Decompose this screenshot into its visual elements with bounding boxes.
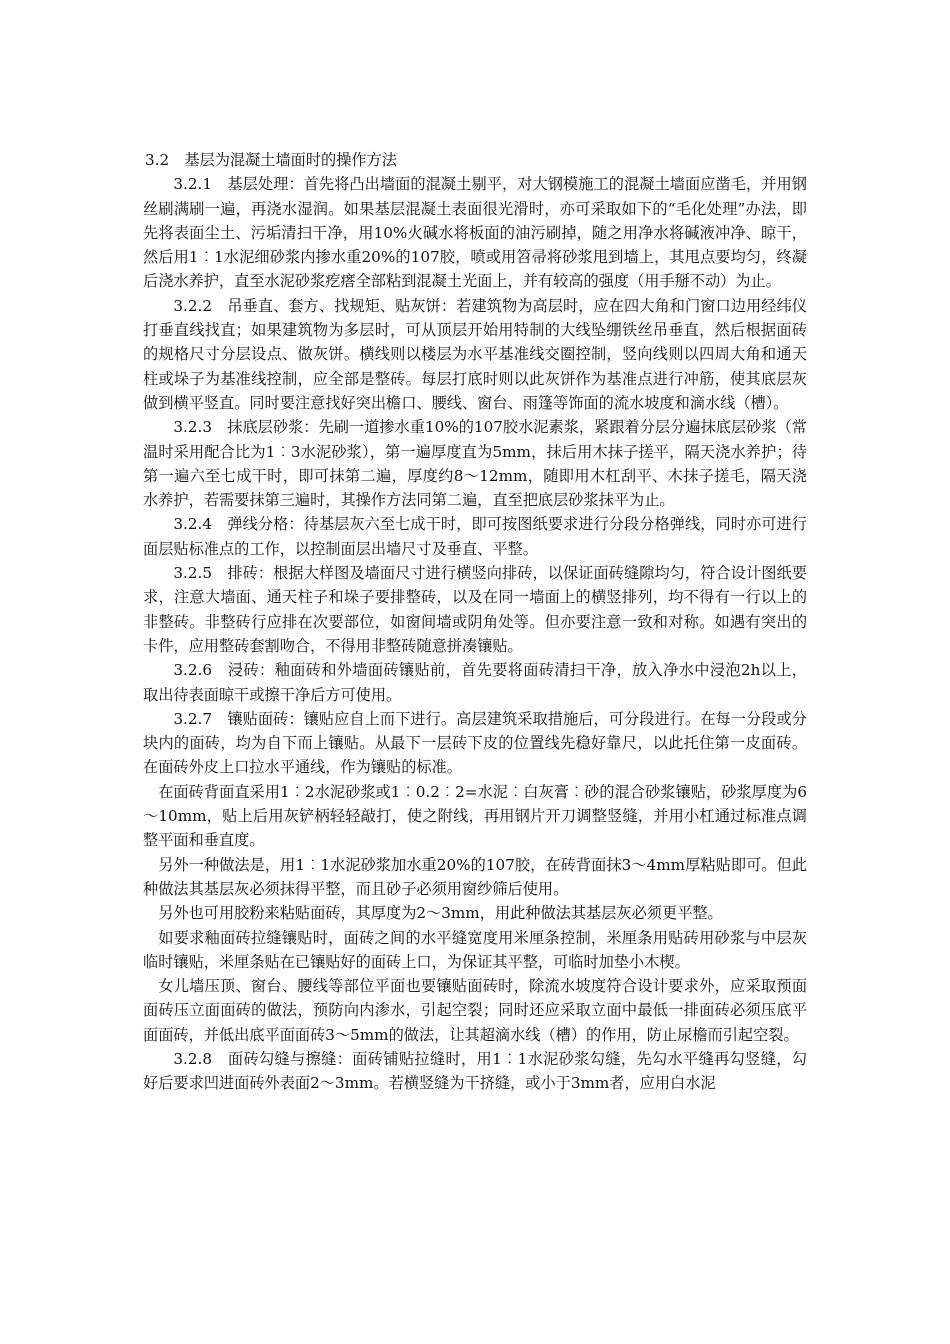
paragraph-3-2-6: 3.2.6 浸砖：釉面砖和外墙面砖镶贴前，首先要将面砖清扫干净，放入净水中浸泡2h以上，取出待表面晾干或擦干净后方可使用。 [143,661,807,704]
paragraph-mortar-method: 在面砖背面直采用1︰2水泥砂浆或1︰0.2︰2=水泥︰白灰膏︰砂的混合砂浆镶贴，砂浆厚度为6～10mm，贴上后用灰铲柄轻轻敲打，使之附线，再用钢片开刀调整竖缝，并用小杠通过标准点调整平面和垂直度。 [143,782,807,850]
paragraph-joint-spacing: 如要求釉面砖拉缝镶贴时，面砖之间的水平缝宽度用米厘条控制，米厘条用贴砖用砂浆与中层灰临时镶贴，米厘条贴在已镶贴好的面砖上口，为保证其平整，可临时加垫小木楔。 [143,928,807,971]
section-heading: 3.2 基层为混凝土墙面时的操作方法 [145,151,397,169]
paragraph-3-2-2: 3.2.2 吊垂直、套方、找规矩、贴灰饼：若建筑物为高层时，应在四大角和门窗口边用经纬仪打垂直线找直；如果建筑物为多层时，可从顶层开始用特制的大线坠绷铁丝吊垂直，然后根据面砖的规格尺寸分层设点、做灰饼。横线则以楼层为水平基准线交圈控制，竖向线则以四周大角和通天柱或垛子为基准线控制，应全部是整砖。每层打底时则以此灰饼作为基准点进行冲筋，使其底层灰做到横平竖直。同时要注意找好突出檐口、腰线、窗台、雨篷等饰面的流水坡度和滴水线（槽）。 [143,296,807,412]
paragraph-3-2-4: 3.2.4 弹线分格：待基层灰六至七成干时，即可按图纸要求进行分段分格弹线，同时亦可进行面层贴标准点的工作，以控制面层出墙尺寸及垂直、平整。 [143,515,807,558]
paragraph-3-2-8: 3.2.8 面砖勾缝与擦缝：面砖铺贴拉缝时，用1︰1水泥砂浆勾缝，先勾水平缝再勾竖缝，勾好后要求凹进面砖外表面2～3mm。若横竖缝为干挤缝，或小于3mm者，应用白水泥 [143,1049,807,1093]
paragraph-3-2-1: 3.2.1 基层处理：首先将凸出墙面的混凝土剔平，对大钢模施工的混凝土墙面应凿毛，并用钢丝刷满刷一遍，再浇水湿润。如果基层混凝土表面很光滑时，亦可采取如下的“毛化处理”办法，即先将表面尘土、污垢清扫干净，用10%火碱水将板面的油污刷掉，随之用净水将碱液冲净、晾干，然后用1︰1水泥细砂浆内掺水重20%的107胶，喷或用笤帚将砂浆甩到墙上，其甩点要均匀，终凝后浇水养护，直至水泥砂浆疙瘩全部粘到混凝土光面上，并有较高的强度（用手掰不动）为止。 [143,175,807,291]
paragraph-alt-method: 另外一种做法是，用1︰1水泥砂浆加水重20%的107胶，在砖背面抹3～4mm厚粘贴即可。但此种做法其基层灰必须抹得平整，而且砂子必须用窗纱筛后使用。 [143,855,807,898]
paragraph-3-2-5: 3.2.5 排砖：根据大样图及墙面尺寸进行横竖向排砖，以保证面砖缝隙均匀，符合设计图纸要求，注意大墙面、通天柱子和垛子要排整砖，以及在同一墙面上的横竖排列，均不得有一行以上的非整砖。非整砖行应排在次要部位，如窗间墙或阴角处等。但亦要注意一致和对称。如遇有突出的卡件，应用整砖套割吻合，不得用非整砖随意拼凑镶贴。 [143,564,807,655]
paragraph-parapet: 女儿墙压顶、窗台、腰线等部位平面也要镶贴面砖时，除流水坡度符合设计要求外，应采取预面面砖压立面面砖的做法，预防向内渗水，引起空裂；同时还应采取立面中最低一排面砖必须压底平面面砖，并低出底平面面砖3～5mm的做法，让其超滴水线（槽）的作用，防止尿檐而引起空裂。 [143,977,807,1044]
paragraph-glue-method: 另外也可用胶粉来粘贴面砖，其厚度为2～3mm，用此种做法其基层灰必须更平整。 [158,904,723,923]
paragraph-3-2-7: 3.2.7 镶贴面砖：镶贴应自上而下进行。高层建筑采取措施后，可分段进行。在每一分段或分块内的面砖，均为自下而上镶贴。从最下一层砖下皮的位置线先稳好靠尺，以此托住第一皮面砖。在面砖外皮上口拉水平通线，作为镶贴的标准。 [143,709,807,777]
paragraph-3-2-3: 3.2.3 抹底层砂浆：先刷一道掺水重10%的107胶水泥素浆，紧跟着分层分遍抹底层砂浆（常温时采用配合比为1︰3水泥砂浆），第一遍厚度直为5mm，抹后用木抹子搓平，隔天浇水养护；待第一遍六至七成干时，即可抹第二遍，厚度约8～12mm，随即用木杠刮平、木抹子搓毛，隔天浇水养护，若需要抹第三遍时，其操作方法同第二遍，直至把底层砂浆抹平为止。 [143,418,807,510]
document-page [143,148,807,1096]
